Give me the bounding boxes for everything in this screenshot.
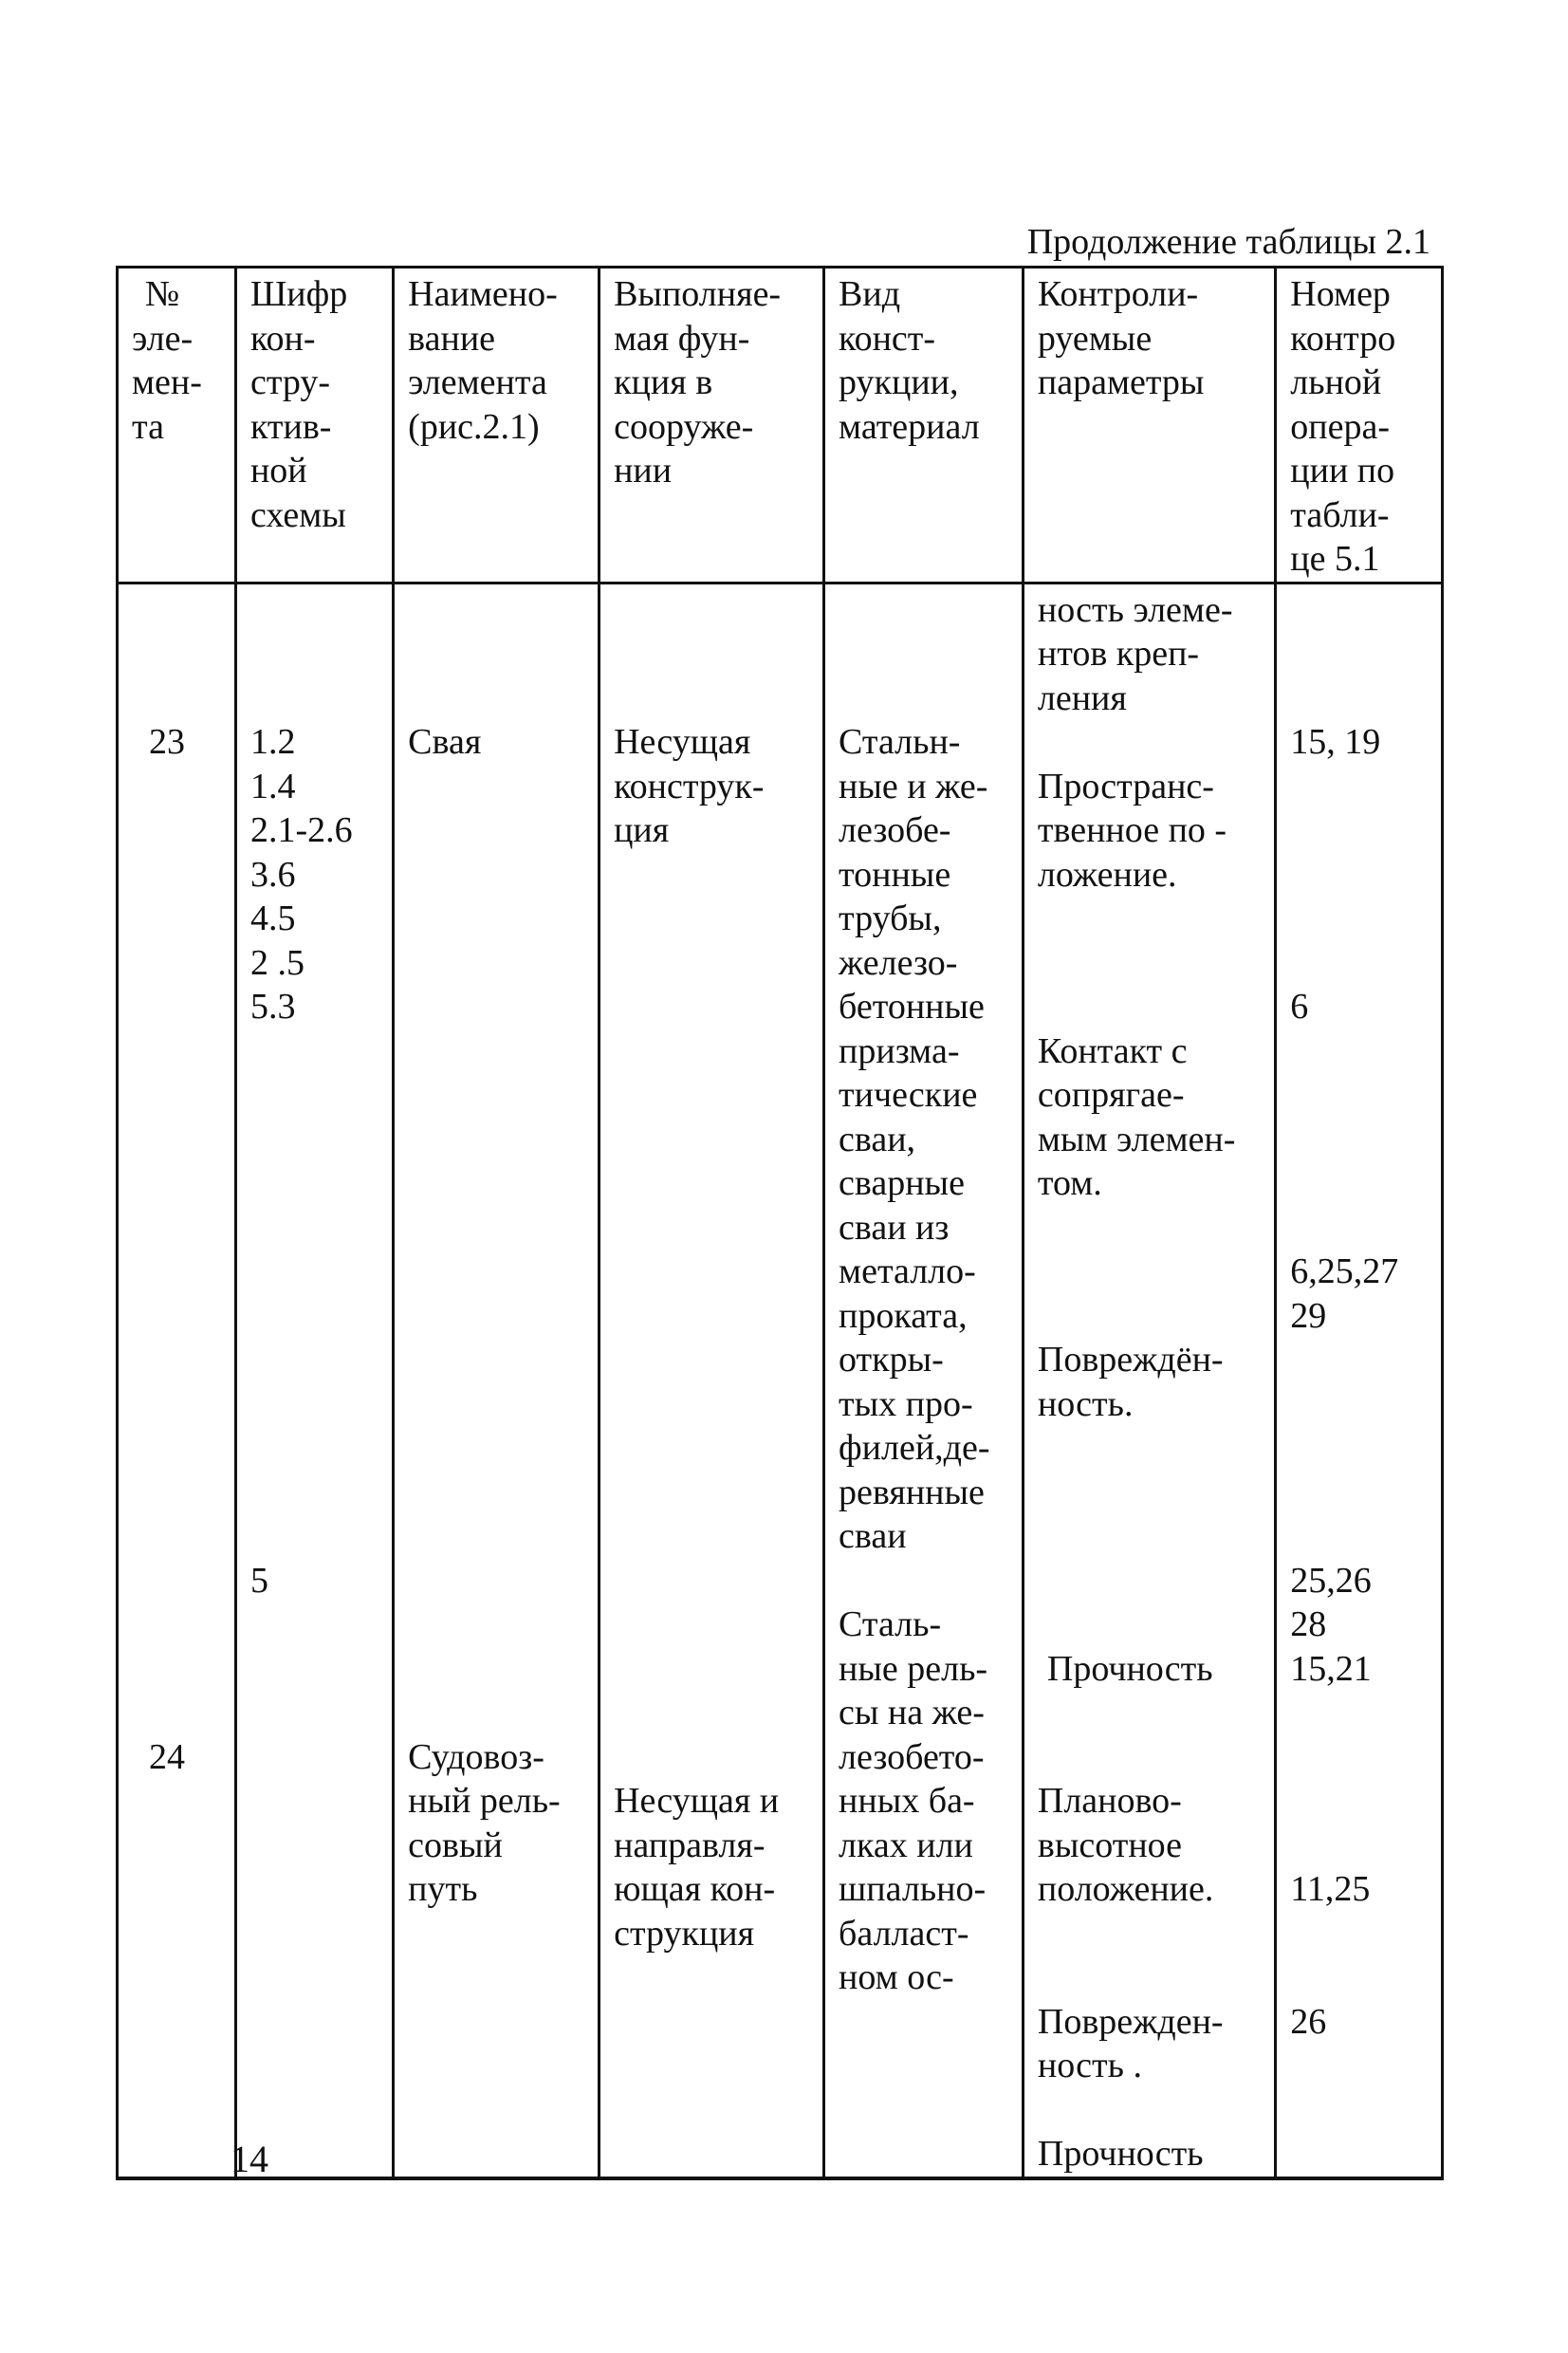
cell-element-name: Свая Судовоз- ный рель- совый путь [394, 583, 600, 2178]
cell-scheme-code: 1.2 1.4 2.1-2.6 3.6 4.5 2 .5 5.3 5 [235, 583, 393, 2178]
header-cell-number: № эле- мен- та [118, 268, 236, 584]
page-number: 14 [231, 2138, 268, 2180]
elements-table [116, 266, 1444, 2180]
row23-number: 23 [149, 722, 185, 762]
cell-operation-number: 15, 19 6 6,25,27 29 25,26 28 15,21 11,25 26 [1276, 583, 1443, 2178]
cell-function: Несущая конструк- ция Несущая и направля- ющая кон- струкция [600, 583, 824, 2178]
table-row [118, 583, 1443, 2178]
header-cell-material: Вид конст- рукции, материал [824, 268, 1024, 584]
header-cell-params: Контроли- руемые параметры [1023, 268, 1275, 584]
cell-element-number [118, 583, 236, 2178]
header-cell-function: Выполняе- мая фун- кция в сооруже- нии [600, 268, 824, 584]
header-cell-op-number: Номер контро льной опера- ции по табли- це 5.1 [1276, 268, 1443, 584]
cell-material: Стальн- ные и же- лезобе- тонные трубы, железо- бетонные призма- тические сваи, сварные сваи из металло- проката, откры- тых про- филей,де- ревянные сваи Сталь- ные рель- сы на же- лезобето- нных ба- лках или шпально- балласт- ном ос- [824, 583, 1024, 2178]
header-cell-code: Шифр кон- стру- ктив- ной схемы [235, 268, 393, 584]
header-row [118, 268, 1443, 584]
cell-controlled-params: ность элеме- нтов креп- ления Пространс- твенное по - ложение. Контакт с сопрягае- мым элемен- том. Повреждён- ность. Прочность Планово- высотное положение. Поврежден- ность . Прочность [1023, 583, 1275, 2178]
table-caption: Продолжение таблицы 2.1 [1026, 222, 1430, 262]
row24-number: 24 [149, 1736, 185, 1777]
header-cell-name: Наимено- вание элемента (рис.2.1) [394, 268, 600, 584]
